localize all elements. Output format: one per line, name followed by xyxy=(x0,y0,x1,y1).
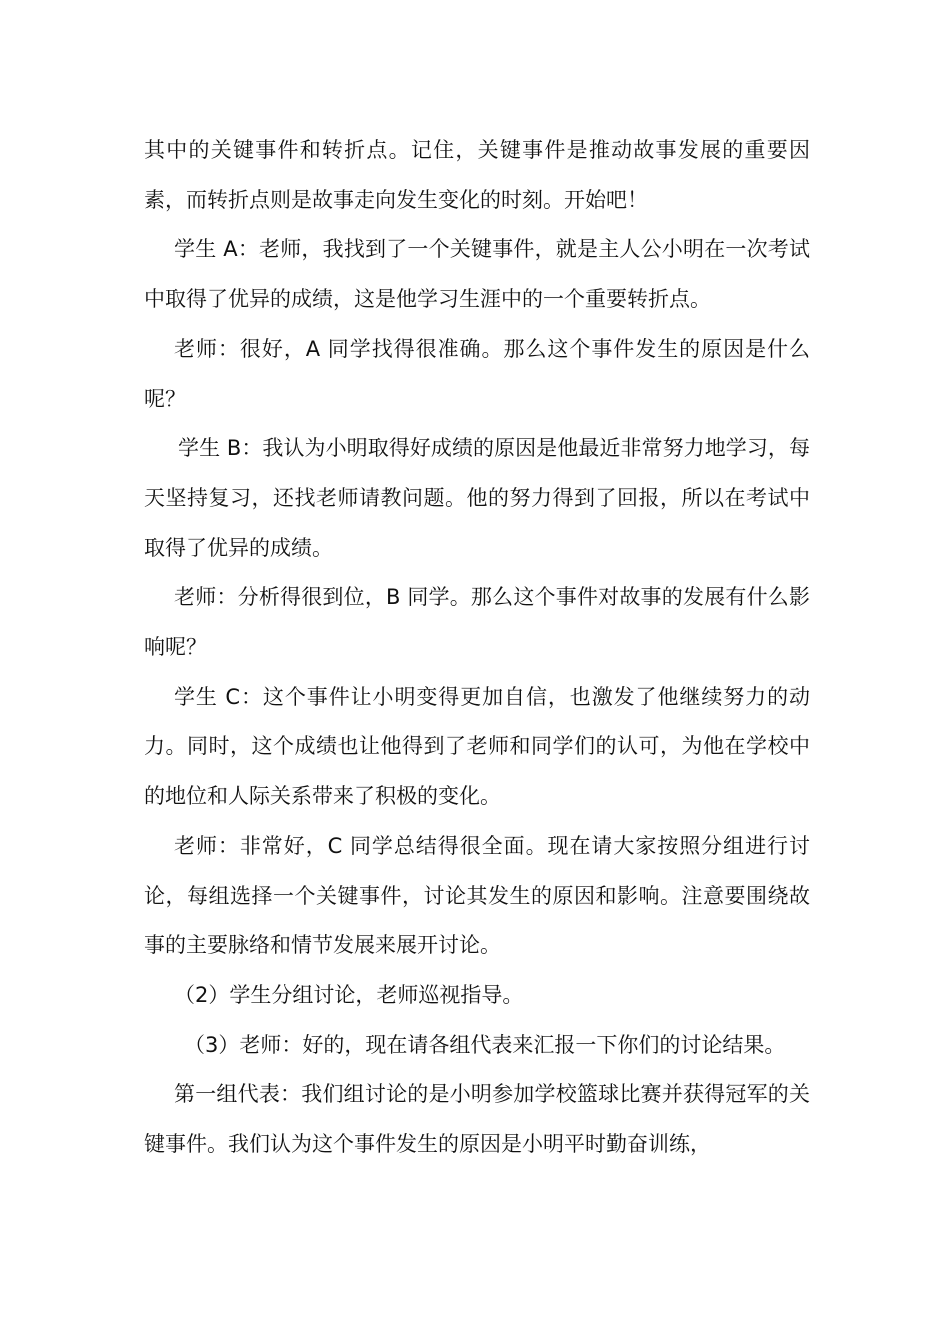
paragraph-student-a: 学生 A：老师，我找到了一个关键事件，就是主人公小明在一次考试中取得了优异的成绩，这是他学习生涯中的一个重要转折点。 xyxy=(144,237,810,312)
paragraph-teacher-1: 老师：很好，A 同学找得很准确。那么这个事件发生的原因是什么呢？ xyxy=(144,336,810,411)
paragraph-group-1: 第一组代表：我们组讨论的是小明参加学校篮球比赛并获得冠军的关键事件。我们认为这个事件发生的原因是小明平时勤奋训练， xyxy=(144,1082,810,1157)
paragraph-intro: 其中的关键事件和转折点。记住，关键事件是推动故事发展的重要因素，而转折点则是故事走向发生变化的时刻。开始吧！ xyxy=(144,138,810,212)
paragraph-step-2: （2）学生分组讨论，老师巡视指导。 xyxy=(174,982,524,1007)
document-body xyxy=(144,126,810,1170)
paragraph-student-b: 学生 B：我认为小明取得好成绩的原因是他最近非常努力地学习，每天坚持复习，还找老师请教问题。他的努力得到了回报，所以在考试中取得了优异的成绩。 xyxy=(144,436,810,560)
paragraph-teacher-2: 老师：分析得很到位，B 同学。那么这个事件对故事的发展有什么影响呢？ xyxy=(144,585,810,660)
paragraph-step-3: （3）老师：好的，现在请各组代表来汇报一下你们的讨论结果。 xyxy=(184,1032,786,1057)
paragraph-teacher-3: 老师：非常好，C 同学总结得很全面。现在请大家按照分组进行讨论，每组选择一个关键事件，讨论其发生的原因和影响。注意要围绕故事的主要脉络和情节发展来展开讨论。 xyxy=(144,833,810,958)
paragraph-student-c: 学生 C：这个事件让小明变得更加自信，也激发了他继续努力的动力。同时，这个成绩也让他得到了老师和同学们的认可，为他在学校中的地位和人际关系带来了积极的变化。 xyxy=(144,684,810,809)
